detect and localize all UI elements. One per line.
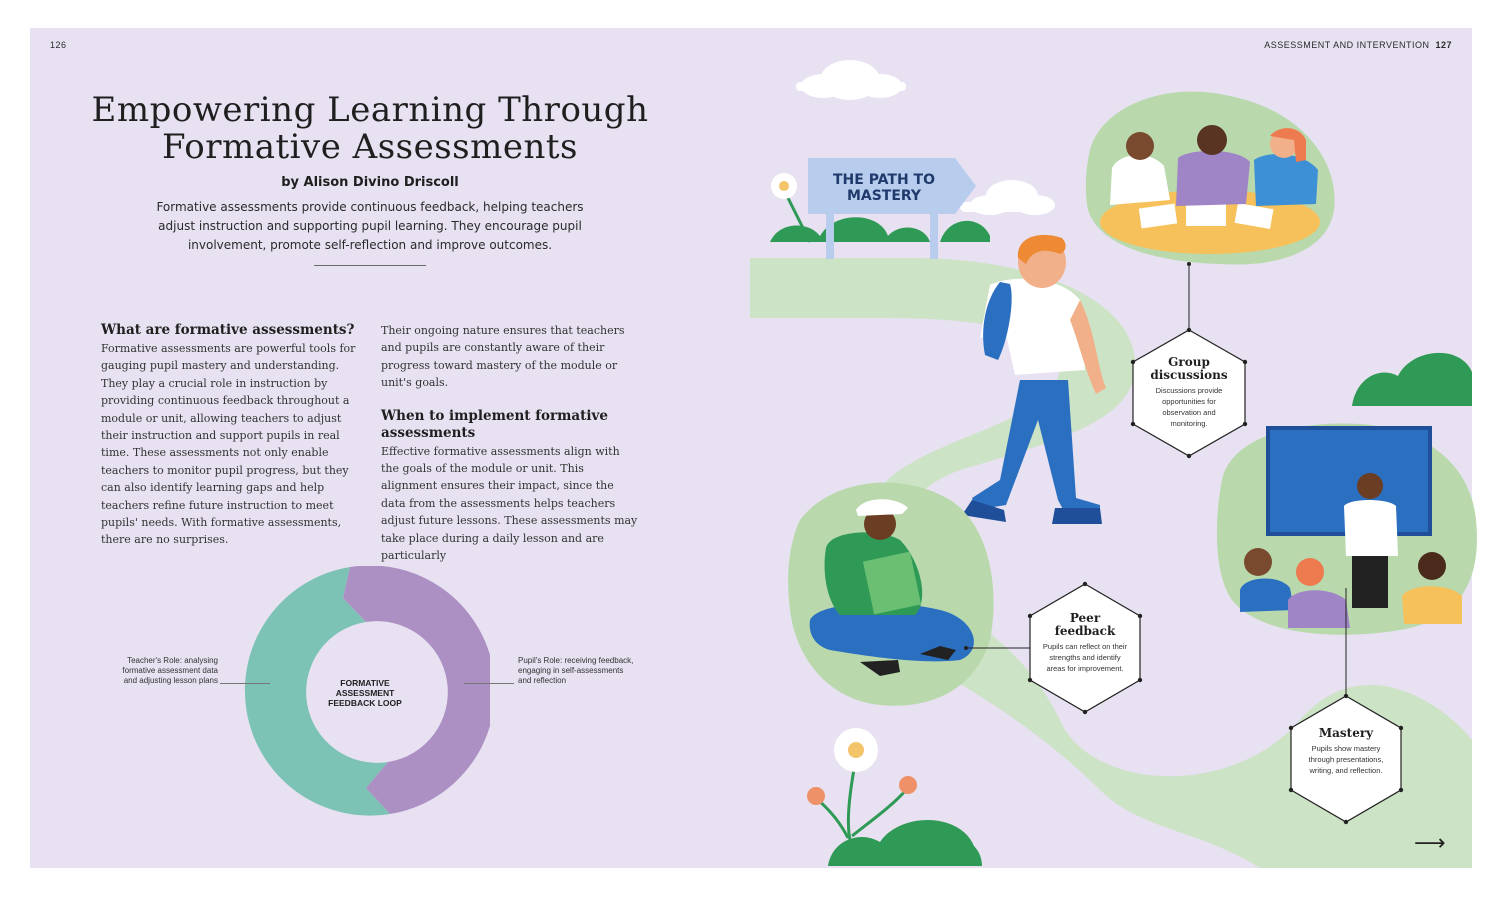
teacher-role-note: Teacher's Role: analysing formative assessment data and adjusting lesson plans (122, 656, 218, 685)
standfirst: Formative assessments provide continuous feedback, helping teachers adjust instruction and supporting pupil learning. They encourage pupil involvement, promote self-reflection and improve outcomes. (156, 200, 584, 252)
byline: by Alison Divino Driscoll (281, 175, 459, 190)
running-head-text: ASSESSMENT AND INTERVENTION (1264, 40, 1430, 50)
title-line-2: Formative Assessments (162, 127, 578, 167)
title-line-1: Empowering Learning Through (91, 90, 649, 130)
group-discussions-title: Group discussions (1150, 355, 1228, 382)
peer-feedback-desc: Pupils can reflect on their strengths and identify areas for improvement. (1042, 642, 1128, 673)
group-discussions-desc: Discussions provide opportunities for observation and monitoring. (1155, 386, 1223, 428)
bush-icon (940, 221, 990, 242)
mastery-title: Mastery (1318, 726, 1374, 740)
next-page-arrow-icon[interactable]: ⟶ (1414, 831, 1446, 856)
paragraph-1: Formative assessments are powerful tools for gauging pupil mastery and understanding. They play a crucial role in instruction by providing continuous feedback throughout a module or unit, allowing teachers to adjust their instruction and support pupils in real time. These assessments not only enable teachers to monitor pupil progress, but they can also identify learning gaps and help teachers refine future instruction to meet pupils' needs. With formative assessments, there are no surprises. (101, 342, 356, 547)
heading-when-to: When to implement formative assessments (381, 407, 608, 441)
donut-center-label: FORMATIVE ASSESSMENT FEEDBACK LOOP (328, 678, 402, 708)
heading-what-are: What are formative assessments? (101, 322, 355, 338)
bush-icon (770, 217, 930, 242)
page-number-right: 127 (1435, 40, 1452, 50)
flower-icon (807, 728, 917, 840)
bush-icon (1352, 353, 1472, 406)
paragraph-3: Effective formative assessments align with the goals of the module or unit. This alignment ensures their impact, since the data from the assessments helps teachers adjust future lessons. These assessments may take place during a daily lesson and are particularly (381, 444, 638, 563)
paragraph-2: Their ongoing nature ensures that teachers and pupils are constantly aware of their progress toward mastery of the module or unit's goals. (381, 324, 625, 390)
bush-icon (828, 820, 982, 866)
page-number-left: 126 (50, 40, 67, 50)
peer-feedback-label (1042, 612, 1128, 674)
group-discussions-label (1143, 356, 1235, 429)
peer-feedback-title: Peer feedback (1054, 611, 1116, 638)
cloud-icon (796, 60, 906, 100)
pupil-role-note: Pupil's Role: receiving feedback, engaging in self-assessments and reflection (518, 656, 634, 685)
group-discussion-scene (1100, 125, 1320, 254)
mastery-desc: Pupils show mastery through presentations, writing, and reflection. (1308, 744, 1384, 775)
signpost-text: THE PATH TO MASTERY (832, 172, 936, 204)
mastery-label (1302, 727, 1390, 776)
